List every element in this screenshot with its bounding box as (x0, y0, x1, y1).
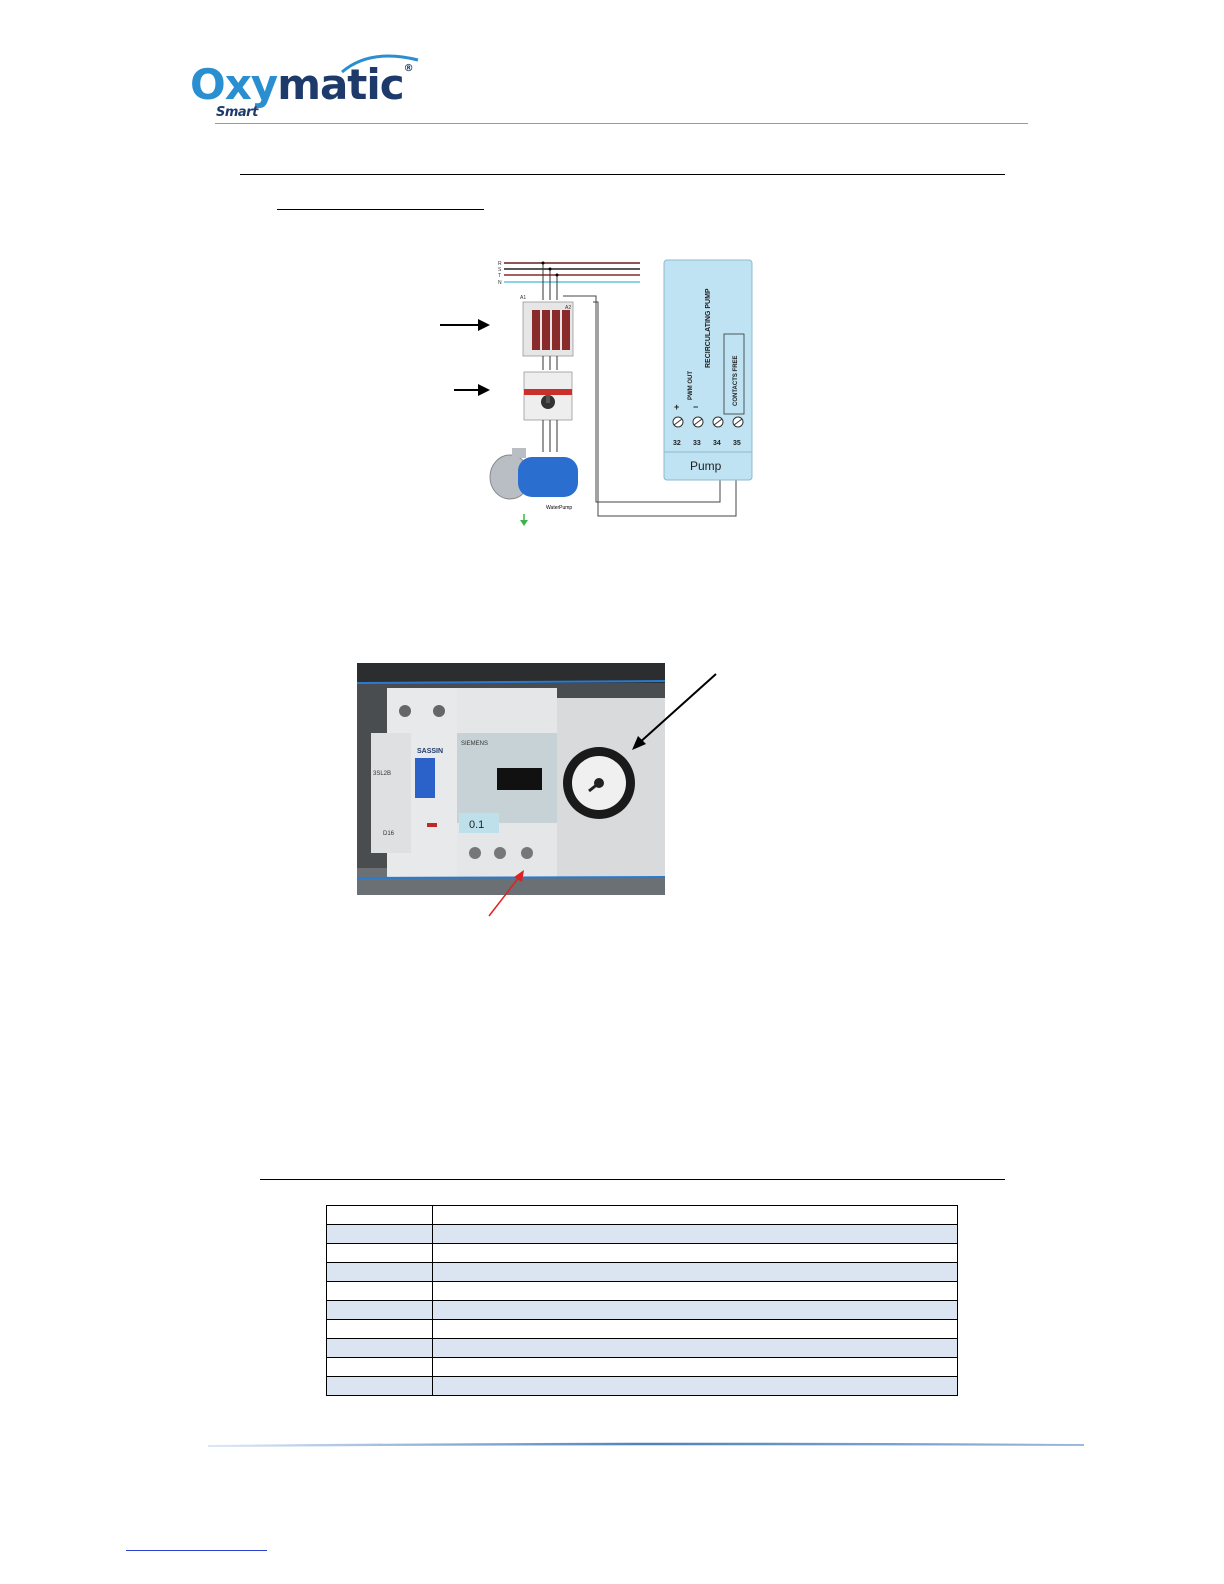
pwm-out-label: PWM OUT (688, 371, 694, 400)
table-row (327, 1339, 958, 1358)
pump-control-module (664, 260, 752, 480)
table-cell (327, 1301, 433, 1320)
table-cell (327, 1263, 433, 1282)
oxymatic-logo (190, 52, 420, 124)
arrow-icon-contactor (440, 316, 492, 334)
table-cell (327, 1225, 433, 1244)
panel-photo-drawing (357, 663, 665, 895)
subheading-underline (277, 209, 484, 210)
table-cell (327, 1206, 433, 1225)
table-cell (433, 1263, 958, 1282)
water-pump (490, 448, 578, 526)
logo-brand-part2: matic (277, 60, 404, 109)
table-cell (327, 1244, 433, 1263)
breaker-model: 3SL2B (373, 771, 392, 777)
phase-label-n: N (498, 280, 502, 286)
motor-protector (524, 372, 572, 420)
section-heading-underline-2 (260, 1179, 1005, 1180)
table-cell (433, 1244, 958, 1263)
section-heading-underline (240, 174, 1005, 175)
logo-registered-mark: ® (403, 63, 413, 74)
table-row (327, 1282, 958, 1301)
table-cell (433, 1206, 958, 1225)
starter-brand: SIEMENS (461, 741, 489, 747)
pump-label: WaterPump (546, 505, 573, 511)
table-cell (433, 1225, 958, 1244)
table-row (327, 1301, 958, 1320)
polarity-minus: − (693, 402, 699, 412)
table-row (327, 1206, 958, 1225)
phase-label-t: T (498, 273, 502, 279)
table-cell (433, 1358, 958, 1377)
terminal-34: 34 (713, 440, 721, 447)
table-cell (327, 1377, 433, 1396)
table-cell (433, 1339, 958, 1358)
logo-wordmark (190, 60, 413, 109)
terminal-35: 35 (733, 440, 741, 447)
contactor-label-a2: A2 (565, 305, 572, 311)
table-row (327, 1358, 958, 1377)
electrical-panel-photo (357, 663, 665, 895)
pump-wiring-diagram (488, 252, 760, 530)
table-cell (327, 1320, 433, 1339)
footer-link-underline[interactable] (126, 1550, 267, 1551)
terminal-33: 33 (693, 440, 701, 447)
table-row (327, 1263, 958, 1282)
polarity-plus: + (674, 402, 680, 412)
module-footer-label: Pump (690, 459, 722, 473)
arrow-icon-protector (454, 381, 492, 399)
table-cell (327, 1282, 433, 1301)
phase-label-r: R (498, 261, 502, 267)
table-cell (433, 1320, 958, 1339)
table-row (327, 1377, 958, 1396)
table-row (327, 1244, 958, 1263)
table-cell (433, 1301, 958, 1320)
table-row (327, 1225, 958, 1244)
contactor (520, 295, 573, 356)
table-cell (433, 1282, 958, 1301)
breaker-brand: SASSIN (417, 748, 444, 755)
logo-tagline: Smart (216, 105, 258, 120)
header-divider (215, 123, 1028, 124)
table-row (327, 1320, 958, 1339)
table-cell (327, 1358, 433, 1377)
table-cell (327, 1339, 433, 1358)
phase-label-s: S (498, 267, 502, 273)
contactor-label-a1: A1 (520, 295, 527, 301)
parameter-table (326, 1205, 958, 1396)
breaker-code: D16 (383, 831, 395, 837)
terminal-32: 32 (673, 440, 681, 447)
starter-handwritten-label: 0.1 (469, 819, 485, 831)
logo-brand-part1: Oxy (190, 60, 278, 109)
contacts-free-label: CONTACTS FREE (733, 355, 739, 406)
arrow-icon-timer (628, 672, 720, 752)
footer-divider (208, 1440, 1084, 1448)
arrow-icon-starter (486, 866, 530, 920)
table-cell (433, 1377, 958, 1396)
module-title: RECIRCULATING PUMP (705, 288, 712, 368)
